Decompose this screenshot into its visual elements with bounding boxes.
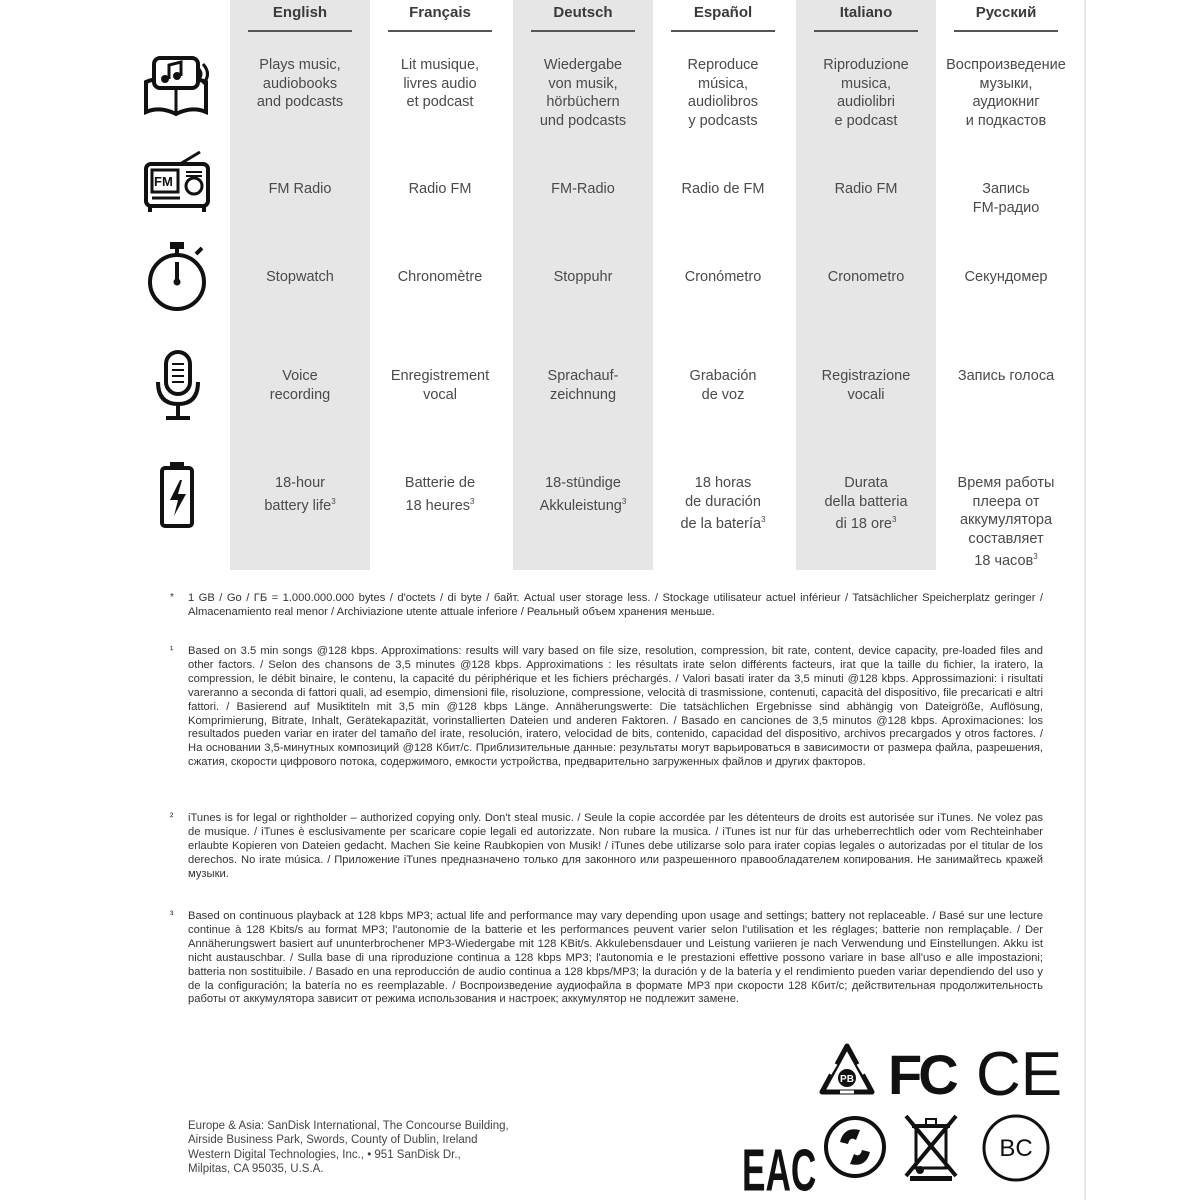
footnote-text: iTunes is for legal or rightholder – authorized copying only. Don't steal music. / Seule la copie accordée par les détenteurs de droits est autorisée sur iTunes. Ne volez pas de musique. / iTunes è esclusivamente per scaricare copie legali ed autorizzate. Non rubare la musica. / iTunes ist nur für das urheberrechtlich oder vom Rechteinhaber erlaubte Kopieren von Dateien gedacht. Machen Sie keine Raubkopien von Musik! / iTunes debe utilizarse solo para irater copias legales o autorizadas por el titular de los derechos. No irate música. / Приложение iTunes предназначено только для законного или разрешенного правообладателем копирования. Не занимайтесь кражей музыки. <box>188 812 1043 880</box>
header-underline <box>388 30 492 32</box>
feature-cell <box>370 56 510 112</box>
language-header: English <box>272 4 328 21</box>
address-line: Europe & Asia: SanDisk International, The Concourse Building, <box>188 1120 509 1132</box>
footnote-marker: * <box>170 592 174 603</box>
stopwatch-icon <box>140 238 216 314</box>
footnote-marker: ¹ <box>170 645 174 656</box>
ce-logo-label: CE <box>976 1040 1063 1109</box>
feature-cell-text: Chronomètre <box>397 269 483 285</box>
feature-cell <box>513 56 653 130</box>
feature-cell-text: Запись голоса <box>957 368 1055 384</box>
feature-cell <box>370 268 510 287</box>
feature-cell-text: Секундомер <box>964 269 1048 285</box>
language-header: Français <box>409 4 471 21</box>
microphone-icon <box>140 348 216 424</box>
svg-text:FM: FM <box>154 174 173 189</box>
feature-cell-text: Stopwatch <box>266 269 334 285</box>
feature-cell-text: Durata della batteria di 18 ore <box>824 475 908 532</box>
feature-cell-text: Sprachauf- zeichnung <box>547 368 619 403</box>
feature-cell <box>653 56 793 130</box>
feature-cell <box>653 268 793 287</box>
header-underline <box>531 30 635 32</box>
feature-cell-text: 18 horas de duración de la batería <box>680 475 762 532</box>
feature-cell <box>370 367 510 404</box>
address-line: Milpitas, CA 95035, U.S.A. <box>188 1162 324 1175</box>
language-header: Español <box>693 4 753 21</box>
footnote-reference: 3 <box>621 496 627 506</box>
bc-logo-label: BC <box>999 1135 1033 1162</box>
feature-cell <box>936 268 1076 287</box>
feature-cell-text: Batterie de 18 heures <box>404 475 476 514</box>
feature-cell <box>653 474 793 533</box>
feature-cell-text: Stoppuhr <box>553 269 613 285</box>
green-dot-logo <box>822 1114 888 1180</box>
feature-cell <box>653 180 793 199</box>
feature-cell <box>230 268 370 287</box>
feature-cell-text: Cronometro <box>827 269 905 285</box>
header-underline <box>248 30 352 32</box>
feature-cell-text: Cronómetro <box>684 269 762 285</box>
feature-cell <box>936 180 1076 217</box>
feature-cell-text: Grabación de voz <box>689 368 757 403</box>
footnote-text: Based on 3.5 min songs @128 kbps. Approximations: results will vary based on file size, resolution, compression, bit rate, content, device capacity, pre-loaded files and other factors. / Selon des chansons de 3,5 minutes @128 kbps. Approximations : les résultats irate selon différents facteurs, irat que la taille du fichier, la iratero, la compression, le débit binaire, le contenu, la capacité du périphérique et les fichiers préchargés. / Valori basati irater da 3,5 minuti @128 kbps. Approssimazioni: i risultati vareranno a seconda di fattori quali, ad esempio, dimensioni file, risoluzione, compressione, velocità di trasmissione, contenuti, capacità del dispositivo, file precaricati e altri fattori. / Basierend auf Musiktiteln mit 3,5 min @128 kbps Länge. Annäherungswerte: Die tatsächlichen Ergebnisse sind abhängig von Dateigröße, Auflösung, Komprimierung, Bitrate, Inhalt, Gerätekapazität, vorinstallierten Dateien und anderen Faktoren. / Basado en canciones de 3,5 minutos @128 kbps. Aproximaciones: los resultados pueden variar en irater del tamaño del irate, resolución, iratero, velocidad de bits, contenido, capacidad del dispositivo, archivos precargados y otros factores. / На основании 3,5-минутных композиций @128 Кбит/с. Приблизительные данные: результаты могут варьироваться в зависимости от размера файла, разрешения, сжатия, скорости цифрового потока, содержимого, емкости устройства, предварительно загруженных файлов и других факторов. <box>188 645 1043 769</box>
feature-cell <box>796 474 936 533</box>
feature-cell <box>653 367 793 404</box>
feature-cell <box>796 180 936 199</box>
feature-cell <box>936 474 1076 570</box>
language-header: Italiano <box>839 4 893 21</box>
feature-cell <box>796 367 936 404</box>
feature-cell-text: Voice recording <box>269 368 331 403</box>
feature-cell-text: Reproduce música, audiolibros y podcasts <box>687 57 759 129</box>
manufacturer-address <box>188 1120 668 1176</box>
feature-cell-text: Enregistrement vocal <box>390 368 490 403</box>
feature-cell-text: Plays music, audiobooks and podcasts <box>256 57 344 110</box>
feature-cell-text: Запись FM-радио <box>972 181 1040 216</box>
feature-cell-text: 18-hour battery life <box>264 475 332 514</box>
language-header: Deutsch <box>553 4 613 21</box>
feature-cell-text: Воспроизведение музыки, аудиокниг и подкастов <box>946 57 1066 129</box>
feature-cell-text: FM Radio <box>268 181 332 197</box>
feature-cell <box>513 367 653 404</box>
header-underline <box>814 30 918 32</box>
feature-cell <box>936 56 1076 130</box>
recycling-pb-logo <box>816 1040 878 1102</box>
pb-logo-label: PB <box>840 1074 854 1085</box>
header-underline <box>671 30 775 32</box>
feature-cell-text: Radio de FM <box>681 181 765 197</box>
footnote-marker: ² <box>170 812 174 823</box>
fcc-logo <box>888 1040 962 1104</box>
feature-cell <box>936 367 1076 386</box>
feature-cell-text: Radio FM <box>408 181 472 197</box>
feature-cell-text: Registrazione vocali <box>821 368 911 403</box>
footnote-reference: 3 <box>470 496 475 506</box>
address-line: Western Digital Technologies, Inc., • 951 SanDisk Dr., <box>188 1149 461 1162</box>
music-book-icon <box>140 48 216 124</box>
feature-cell-text: Lit musique, livres audio et podcast <box>400 57 480 110</box>
feature-cell-text: 18-stündige Akkuleistung <box>539 475 622 514</box>
language-header: Русский <box>975 4 1037 21</box>
feature-cell <box>513 180 653 199</box>
ce-logo <box>976 1040 1063 1109</box>
address-line: Airside Business Park, Swords, County of Dublin, Ireland <box>188 1133 478 1146</box>
footnote-reference: 3 <box>331 496 336 506</box>
eac-logo-label: EAC <box>742 1137 817 1200</box>
feature-cell <box>370 180 510 199</box>
feature-cell <box>513 268 653 287</box>
fm-radio-icon <box>140 146 216 222</box>
eac-logo <box>742 1112 817 1200</box>
feature-cell-text: Wiedergabe von musik, hörbüchern und podcasts <box>539 57 627 129</box>
feature-cell <box>513 474 653 515</box>
feature-cell <box>230 367 370 404</box>
feature-cell <box>796 56 936 130</box>
footnote-reference: 3 <box>1033 552 1038 561</box>
header-underline <box>954 30 1058 32</box>
feature-cell <box>796 268 936 287</box>
feature-cell <box>230 180 370 199</box>
footnote-text: 1 GB / Go / ГБ = 1.000.000.000 bytes / d'octets / di byte / байт. Actual user storage less. / Stockage utilisateur actuel inférieur / Tatsächlicher Speicherplatz geringer / Almacenamiento real menor / Archiviazione utente attuale inferiore / Реальный объем хранения меньше. <box>188 592 1043 618</box>
page-edge-divider <box>1084 0 1086 1200</box>
battery-icon <box>140 458 216 534</box>
feature-cell-text: FM-Radio <box>551 181 615 197</box>
footnote-marker: ³ <box>170 910 174 921</box>
footnote-text: Based on continuous playback at 128 kbps MP3; actual life and performance may vary depending upon usage and settings; battery not replaceable. / Basé sur une lecture continue à 128 Kbits/s au format MP3; l'autonomie de la batterie et les performances peuvent varier selon l'utilisation et les réglages; batterie non remplaçable. / Der Annäherungswert basiert auf ununterbrochener MP3-Wiedergabe mit 128 KBit/s. Akkulebensdauer und Leistung variieren je nach Verwendung und Einstellungen. Akku ist nicht austauschbar. / Sulla base di una riproduzione continua a 128 kbps MP3; l'autonomia e le prestazioni effettive possono variare in base all'uso e alle impostazioni; batteria non sostituibile. / Basado en una reproducción de audio continua a 128 kbps/MP3; la duración y de la batería y el rendimiento pueden variar dependiendo del uso y de la configuración; la batería no es reemplazable. / Воспроизведение аудиофайла в формате MP3 при скорости 128 Кбит/с; действительная продолжительность работы от аккумулятора зависит от режима использования и настроек; аккумулятор не подлежит замене. <box>188 910 1043 1006</box>
feature-cell-text: Время работы плеера от аккумулятора составляет 18 часов <box>957 475 1055 569</box>
feature-cell <box>230 56 370 112</box>
weee-bin-logo <box>900 1110 962 1182</box>
feature-cell <box>370 474 510 515</box>
footnote-reference: 3 <box>761 515 766 524</box>
feature-cell-text: Riproduzione musica, audiolibri e podcast <box>823 57 909 129</box>
fc-logo-label: FC <box>888 1043 955 1106</box>
feature-cell-text: Radio FM <box>834 181 898 197</box>
feature-cell <box>230 474 370 515</box>
footnote-reference: 3 <box>891 515 897 524</box>
bc-logo <box>980 1112 1052 1184</box>
